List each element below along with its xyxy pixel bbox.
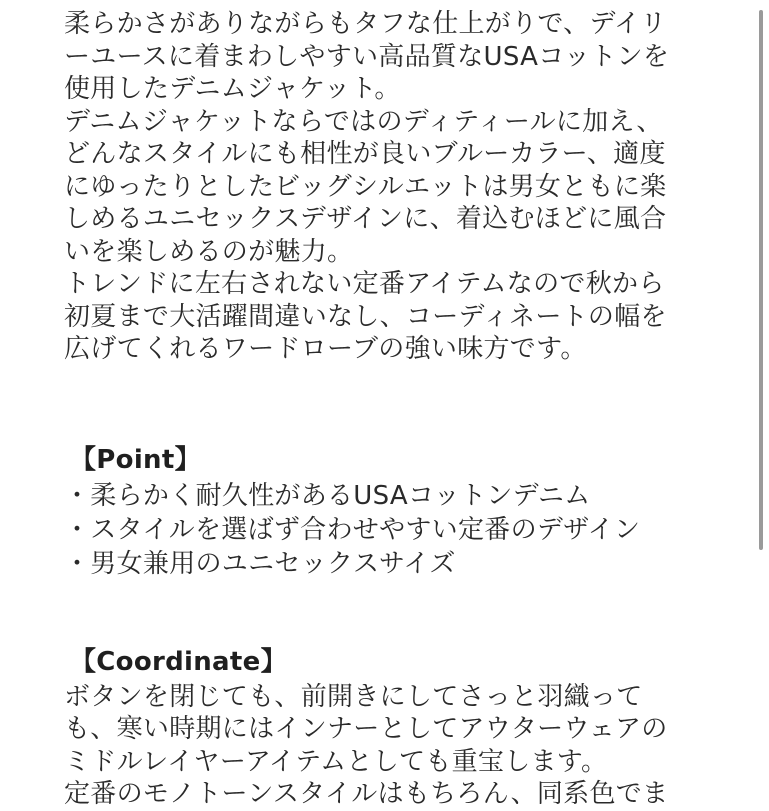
point-bullet: ・男女兼用のユニセックスサイズ [64,548,456,579]
intro-line: いを楽しめるのが魅力。 [64,236,354,267]
coordinate-heading: 【Coordinate】 [70,646,287,677]
intro-line: 使用したデニムジャケット。 [64,74,401,104]
coordinate-line: ミドルレイヤーアイテムとしても重宝します。 [64,746,608,777]
intro-line: 柔らかさがありながらもタフな仕上がりで、デイリ [64,9,667,39]
point-section [64,441,714,581]
point-heading: 【Point】 [70,444,201,475]
point-bullet: ・柔らかく耐久性があるUSAコットンデニム [64,480,591,511]
spacer [64,366,714,441]
intro-line: ーユースに着まわしやすい高品質なUSAコットンを [64,41,670,72]
product-description [64,8,714,811]
coordinate-line: ボタンを閉じても、前開きにしてさっと羽織って [64,681,643,712]
intro-line: トレンドに左右されない定番アイテムなので秋から [64,269,665,299]
vertical-scrollbar[interactable] [759,0,763,769]
intro-paragraph [64,8,714,366]
spacer [64,581,714,643]
intro-line: にゆったりとしたビッグシルエットは男女ともに楽 [64,171,667,202]
point-bullet: ・スタイルを選ばず合わせやすい定番のデザイン [64,514,641,545]
scrollbar-thumb[interactable] [759,10,763,550]
intro-line: しめるユニセックスデザインに、着込むほどに風合 [64,204,667,234]
coordinate-line: 定番のモノトーンスタイルはもちろん、同系色でま [64,779,669,809]
coordinate-section [64,643,714,811]
intro-line: 広げてくれるワードローブの強い味方です。 [64,334,587,364]
intro-line: 初夏まで大活躍間違いなし、コーディネートの幅を [64,301,667,332]
intro-line: どんなスタイルにも相性が良いブルーカラー、適度 [64,139,666,169]
intro-line: デニムジャケットならではのディティールに加え、 [64,106,663,137]
coordinate-line: も、寒い時期にはインナーとしてアウターウェアの [64,714,668,744]
